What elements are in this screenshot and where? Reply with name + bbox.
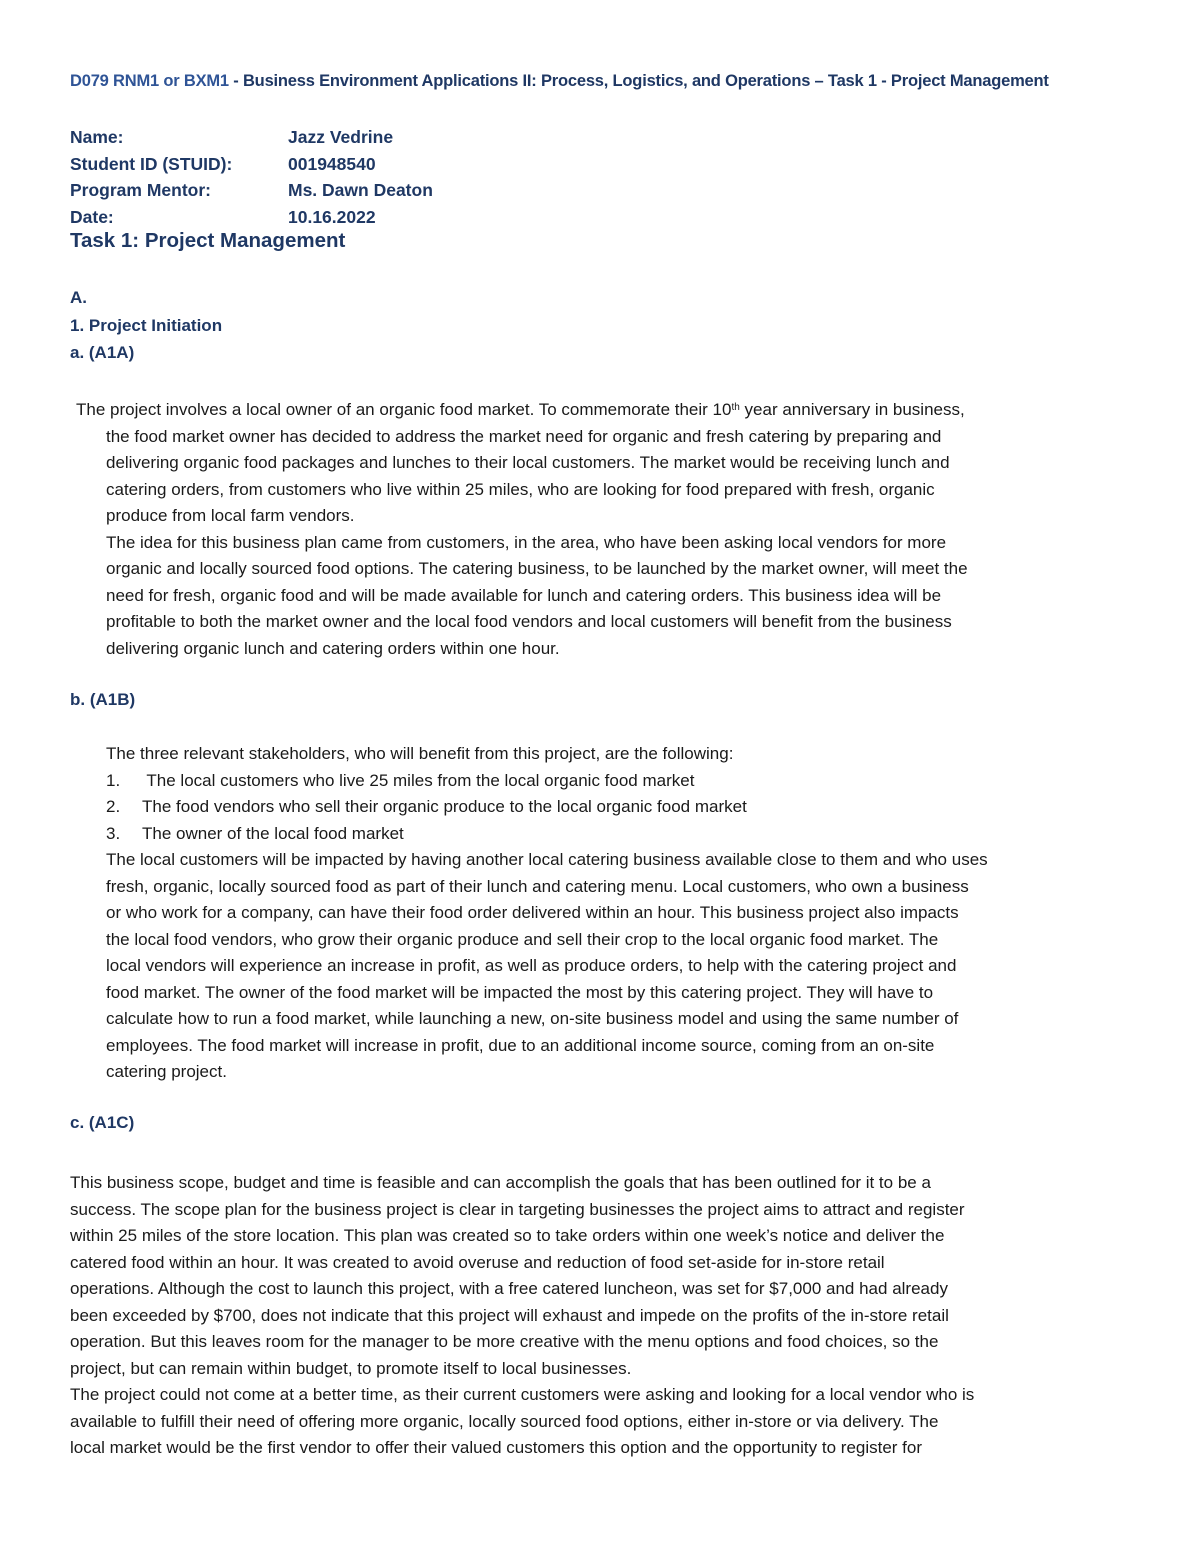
info-row-date	[70, 204, 433, 231]
paragraph-line: the local food vendors, who grow their organic produce and sell their crop to the local organic food market. The	[106, 929, 939, 949]
task-title: Task 1: Project Management	[70, 229, 346, 252]
paragraph-line: fresh, organic, locally sourced food as part of their lunch and catering menu. Local customers, who own a business	[106, 876, 969, 896]
paragraph-line: available to fulfill their need of offering more organic, locally sourced food options, either in-store or via delivery. The	[70, 1411, 939, 1431]
paragraph-line: The idea for this business plan came from customers, in the area, who have been asking local vendors for more	[106, 532, 947, 552]
list-text: The local customers who live 25 miles from the local organic food market	[142, 770, 695, 790]
paragraph-line: catering orders, from customers who live within 25 miles, who are looking for food prepared with fresh, organic	[106, 479, 935, 499]
subsection-a1a-heading: a. (A1A)	[70, 343, 135, 362]
paragraph-line: local vendors will experience an increase in profit, as well as produce orders, to help with the catering project and	[106, 956, 957, 975]
list-number: 1.	[106, 770, 121, 790]
paragraph-line: The local customers will be impacted by having another local catering business available close to them and who uses	[106, 850, 988, 869]
course-code: D079 RNM1 or BXM1	[70, 72, 229, 90]
document-header	[70, 72, 1049, 91]
superscript: th	[731, 402, 740, 413]
paragraph-line: within 25 miles of the store location. This plan was created so to take orders within one week’s notice and deliver the	[70, 1226, 945, 1245]
info-value: Jazz Vedrine	[288, 127, 394, 147]
paragraph-line: catered food within an hour. It was created to avoid overuse and reduction of food set-aside for in-store retail	[70, 1252, 885, 1272]
paragraph-line: produce from local farm vendors.	[106, 506, 355, 525]
paragraph-line: profitable to both the market owner and the local food vendors and local customers will benefit from the business	[106, 612, 952, 631]
list-number: 2.	[106, 797, 121, 816]
info-value: Ms. Dawn Deaton	[288, 180, 433, 200]
line-text: year anniversary in business,	[739, 400, 965, 419]
paragraph-line: organic and locally sourced food options. The catering business, to be launched by the market owner, will meet the	[106, 559, 968, 578]
a1c-section	[70, 1170, 974, 1462]
paragraph-line: operation. But this leaves room for the manager to be more creative with the menu options and food choices, so the	[70, 1332, 939, 1351]
section-a-heading: A.	[70, 288, 87, 307]
paragraph-line: the food market owner has decided to address the market need for organic and fresh catering by preparing and	[106, 426, 942, 446]
list-text: The food vendors who sell their organic produce to the local organic food market	[142, 797, 747, 816]
paragraph-line: delivering organic lunch and catering orders within one hour.	[106, 638, 560, 658]
a1a-paragraph-1-cont	[106, 424, 968, 663]
paragraph-line: project, but can remain within budget, to promote itself to local businesses.	[70, 1358, 632, 1378]
info-value: 10.16.2022	[288, 206, 376, 227]
info-label: Date:	[70, 206, 114, 227]
paragraph-line: operations. Although the cost to launch this project, with a free catered luncheon, was set for $7,000 and had already	[70, 1279, 948, 1298]
info-row-mentor	[70, 177, 433, 204]
paragraph-line: or who work for a company, can have their food order delivered within an hour. This business project also impacts	[106, 903, 959, 922]
list-text: The owner of the local food market	[142, 823, 404, 843]
paragraph-line: delivering organic food packages and lunches to their local customers. The market would be receiving lunch and	[106, 453, 950, 472]
a1b-section	[106, 741, 988, 1086]
paragraph-line: The three relevant stakeholders, who will benefit from this project, are the following:	[106, 744, 734, 763]
list-item	[106, 768, 988, 795]
paragraph-line: The project could not come at a better time, as their current customers were asking and looking for a local vendor who is	[70, 1385, 975, 1404]
paragraph-line: local market would be the first vendor to offer their valued customers this option and the opportunity to register for	[70, 1438, 923, 1457]
paragraph-line: food market. The owner of the food market will be impacted the most by this catering project. They will have to	[106, 982, 934, 1002]
paragraph-line: need for fresh, organic food and will be made available for lunch and catering orders. This business idea will be	[106, 585, 942, 605]
paragraph-line: catering project.	[106, 1062, 227, 1081]
paragraph-line: This business scope, budget and time is feasible and can accomplish the goals that has been outlined for it to be a	[70, 1173, 931, 1192]
a1a-paragraph-1	[76, 397, 965, 424]
list-item	[106, 821, 988, 848]
paragraph-line	[76, 397, 965, 424]
info-value: 001948540	[288, 153, 376, 174]
info-label: Program Mentor:	[70, 180, 211, 200]
section-1-heading: 1. Project Initiation	[70, 316, 223, 335]
subsection-a1c-heading: c. (A1C)	[70, 1113, 135, 1132]
info-label: Student ID (STUID):	[70, 153, 233, 174]
paragraph-line: employees. The food market will increase in profit, due to an additional income source, coming from an on-site	[106, 1035, 935, 1055]
paragraph-line: been exceeded by $700, does not indicate that this project will exhaust and impede on the profits of the in-store retail	[70, 1305, 949, 1325]
student-info	[70, 124, 433, 230]
info-row-name	[70, 124, 433, 151]
paragraph-line: calculate how to run a food market, while launching a new, on-site business model and using the same number of	[106, 1009, 959, 1028]
list-item	[106, 794, 988, 821]
list-number: 3.	[106, 823, 121, 843]
info-row-student-id	[70, 151, 433, 178]
subsection-a1b-heading: b. (A1B)	[70, 690, 136, 709]
course-title: - Business Environment Applications II: Process, Logistics, and Operations – Task 1 - Project Management	[228, 72, 1049, 90]
line-text: The project involves a local owner of an organic food market. To commemorate their 10	[76, 400, 732, 419]
paragraph-line: success. The scope plan for the business project is clear in targeting businesses the project aims to attract and register	[70, 1199, 965, 1219]
info-label: Name:	[70, 127, 124, 147]
